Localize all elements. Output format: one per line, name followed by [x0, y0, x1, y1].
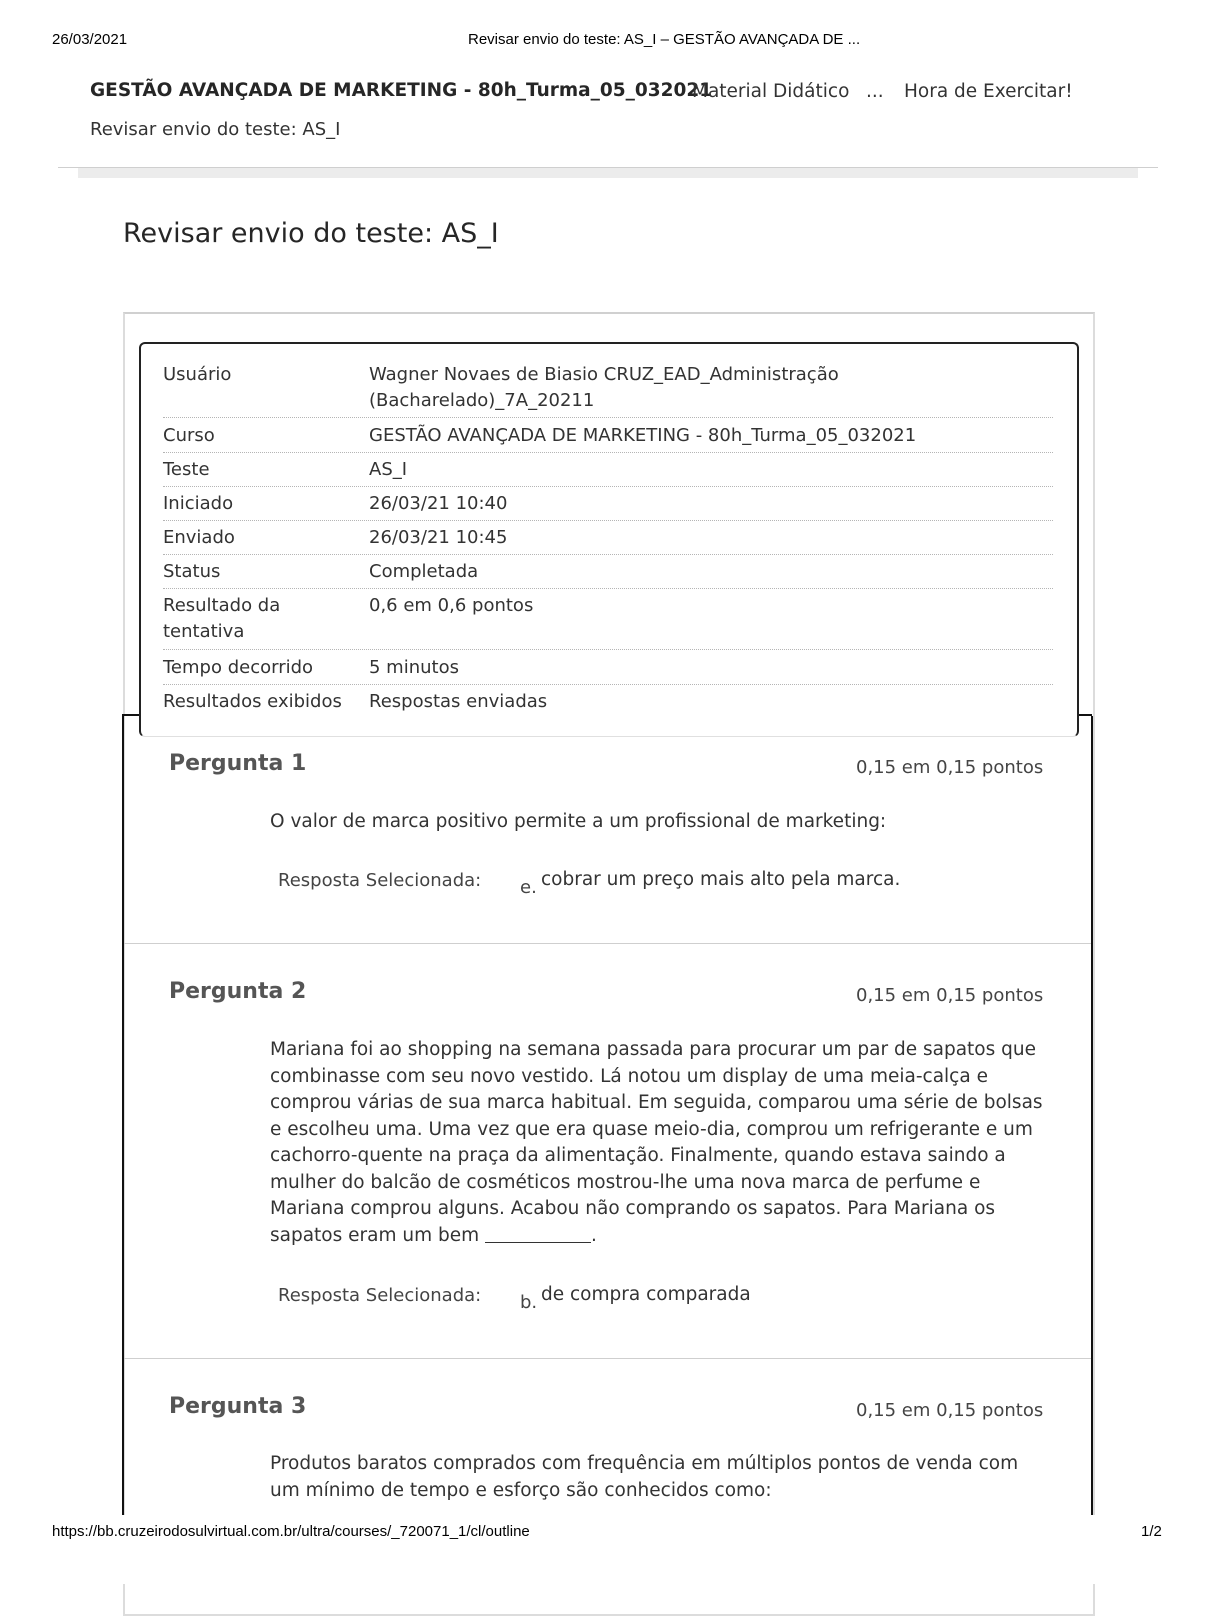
detail-label: Teste: [163, 459, 210, 480]
print-url: https://bb.cruzeirodosulvirtual.com.br/ultra/courses/_720071_1/cl/outline: [52, 1523, 530, 1540]
question-1-answer-text: cobrar um preço mais alto pela marca.: [541, 869, 901, 890]
question-3-text: Produtos baratos comprados com frequência em múltiplos pontos de venda com um mínimo de tempo e esforço são conhecidos como:: [270, 1453, 1019, 1501]
question-2-text: [270, 1037, 1050, 1249]
row-divider: [163, 588, 1053, 589]
question-2-answer-text: de compra comparada: [541, 1284, 751, 1305]
question-2-answer-letter: b.: [520, 1292, 538, 1313]
detail-value: 0,6 em 0,6 pontos: [369, 595, 534, 616]
panel-corner-left: [122, 714, 139, 716]
print-date: 26/03/2021: [52, 31, 128, 48]
row-divider: [163, 486, 1053, 487]
question-2-score: 0,15 em 0,15 pontos: [856, 985, 1044, 1006]
nav-more-ellipsis[interactable]: ...: [866, 81, 884, 102]
panel-border-right: [1091, 716, 1093, 1536]
question-divider: [124, 943, 1091, 944]
detail-label: Resultados exibidos: [163, 691, 342, 712]
header-shadow-bar: [78, 168, 1138, 178]
detail-value: Completada: [369, 561, 479, 582]
print-title: Revisar envio do teste: AS_I – GESTÃO AVANÇADA DE ...: [468, 31, 861, 48]
detail-label: Usuário: [163, 364, 232, 385]
nav-material-didatico[interactable]: Material Didático: [692, 81, 850, 102]
detail-value: GESTÃO AVANÇADA DE MARKETING - 80h_Turma_05_032021: [369, 425, 917, 446]
row-divider: [163, 452, 1053, 453]
question-3-score: 0,15 em 0,15 pontos: [856, 1400, 1044, 1421]
detail-value: Respostas enviadas: [369, 691, 548, 712]
row-divider: [163, 554, 1053, 555]
detail-value: 26/03/21 10:45: [369, 527, 508, 548]
breadcrumb[interactable]: Revisar envio do teste: AS_I: [90, 119, 341, 140]
detail-label: Tempo decorrido: [163, 657, 314, 678]
question-3-title: Pergunta 3: [169, 1394, 307, 1419]
detail-label: Curso: [163, 425, 215, 446]
detail-value: 5 minutos: [369, 657, 459, 678]
detail-label: Status: [163, 561, 221, 582]
detail-value: 26/03/21 10:40: [369, 493, 508, 514]
question-1-answer-letter: e.: [520, 877, 537, 898]
row-divider: [163, 684, 1053, 685]
print-page-number: 1/2: [1141, 1523, 1162, 1540]
question-1-title: Pergunta 1: [169, 751, 307, 776]
detail-label: Enviado: [163, 527, 235, 548]
row-divider: [163, 417, 1053, 418]
row-divider: [163, 520, 1053, 521]
course-title[interactable]: GESTÃO AVANÇADA DE MARKETING - 80h_Turma_05_032021: [90, 80, 713, 101]
question-2-title: Pergunta 2: [169, 979, 307, 1004]
answer-blank: [485, 1224, 591, 1243]
page-title: Revisar envio do teste: AS_I: [123, 218, 499, 249]
question-1-answer-label: Resposta Selecionada:: [278, 870, 482, 891]
question-divider: [124, 1358, 1091, 1359]
panel-border-left: [122, 716, 124, 1536]
question-1-text: O valor de marca positivo permite a um profissional de marketing:: [270, 811, 887, 832]
detail-value: Wagner Novaes de Biasio CRUZ_EAD_Administração (Bacharelado)_7A_20211: [369, 364, 839, 411]
row-divider: [163, 649, 1053, 650]
question-2-text-end: .: [591, 1224, 597, 1246]
nav-hora-de-exercitar[interactable]: Hora de Exercitar!: [904, 81, 1073, 102]
question-2-answer-label: Resposta Selecionada:: [278, 1285, 482, 1306]
question-2-text-body: Mariana foi ao shopping na semana passada para procurar um par de sapatos que combinasse com seu novo vestido. Lá notou um display de uma meia-calça e comprou várias de sua marca habitual. Em seguida, comparou uma série de bolsas e escolheu uma. Uma vez que era quase meio-dia, comprou um refrigerante e um cachorro-quente na praça da alimentação. Finalmente, quando estava saindo a mulher do balcão de cosméticos mostrou-lhe uma nova marca de perfume e Mariana comprou alguns. Acabou não comprando os sapatos. Para Mariana os sapatos eram um bem: [270, 1039, 1043, 1246]
detail-label: Iniciado: [163, 493, 234, 514]
question-1-score: 0,15 em 0,15 pontos: [856, 757, 1044, 778]
detail-label: Resultado da tentativa: [163, 595, 281, 642]
detail-value: AS_I: [369, 459, 408, 480]
